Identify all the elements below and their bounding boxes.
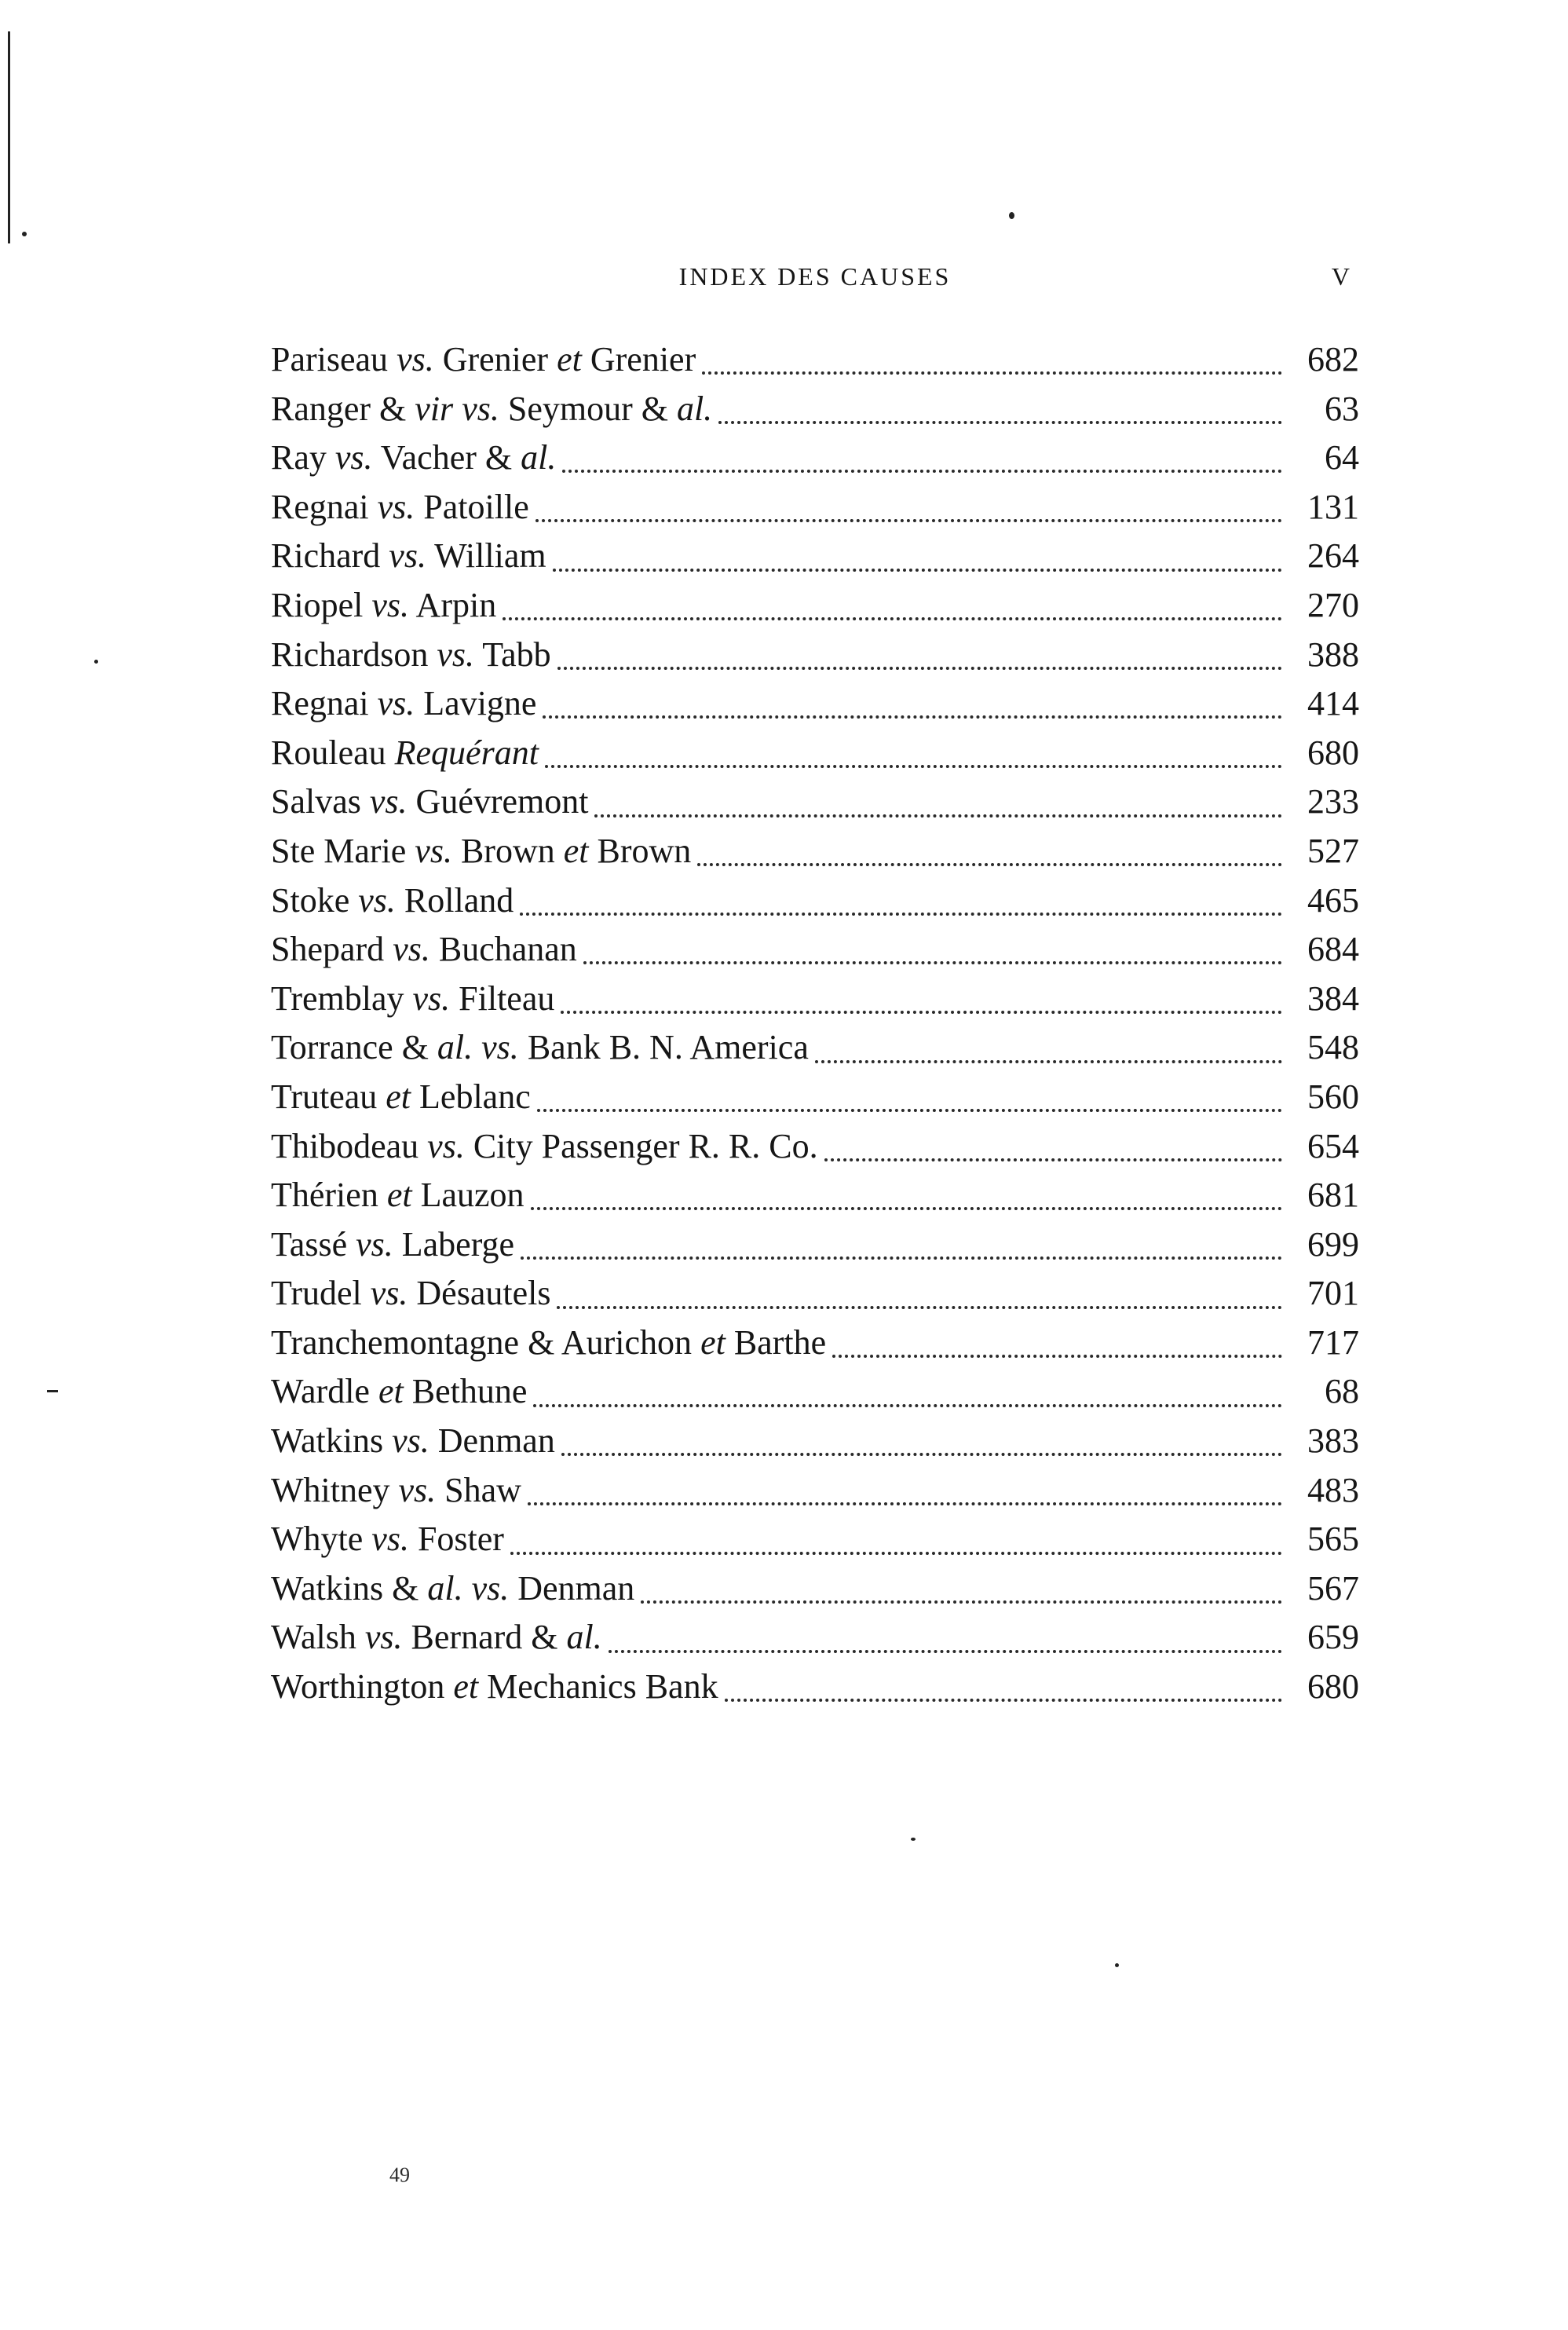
index-entry	[271, 437, 1359, 487]
dot-leader	[535, 519, 1282, 522]
case-page-number: 560	[1307, 1077, 1359, 1116]
page-title: INDEX DES CAUSES	[678, 262, 952, 291]
dot-leader	[824, 1158, 1282, 1161]
case-page-number: 681	[1307, 1176, 1359, 1215]
case-name: Worthington et Mechanics Bank	[271, 1667, 718, 1706]
dot-leader	[528, 1502, 1282, 1505]
dot-leader	[545, 765, 1282, 768]
index-entry	[271, 389, 1359, 438]
case-name: Pariseau vs. Grenier et Grenier	[271, 340, 696, 379]
case-page-number: 233	[1307, 782, 1359, 821]
index-entry	[271, 1077, 1359, 1126]
dot-leader	[520, 913, 1282, 916]
index-entry	[271, 1519, 1359, 1568]
case-page-number: 383	[1307, 1421, 1359, 1461]
index-entry	[271, 733, 1359, 782]
case-name: Watkins vs. Denman	[271, 1421, 555, 1461]
index-entry	[271, 487, 1359, 536]
dot-leader	[521, 1256, 1282, 1260]
case-page-number: 684	[1307, 930, 1359, 969]
case-name: Salvas vs. Guévremont	[271, 782, 589, 821]
index-entry	[271, 585, 1359, 635]
dot-leader	[832, 1355, 1282, 1358]
index-entry	[271, 831, 1359, 880]
case-name: Richard vs. William	[271, 536, 546, 576]
case-page-number: 680	[1307, 733, 1359, 772]
case-page-number: 264	[1307, 536, 1359, 576]
index-entry	[271, 1322, 1359, 1372]
index-entry	[271, 1617, 1359, 1666]
case-name: Rouleau Requérant	[271, 733, 539, 772]
scan-speck	[22, 232, 27, 236]
case-page-number: 527	[1307, 831, 1359, 870]
case-page-number: 699	[1307, 1224, 1359, 1264]
index-entry	[271, 1470, 1359, 1520]
case-page-number: 388	[1307, 635, 1359, 674]
case-name: Ste Marie vs. Brown et Brown	[271, 831, 692, 870]
case-name: Whyte vs. Foster	[271, 1520, 504, 1559]
dot-leader	[510, 1552, 1282, 1555]
index-entry	[271, 929, 1359, 978]
case-name: Tranchemontagne & Aurichon et Barthe	[271, 1322, 827, 1362]
case-name: Richardson vs. Tabb	[271, 635, 551, 674]
dot-leader	[718, 421, 1282, 424]
case-page-number: 682	[1307, 340, 1359, 379]
index-entry	[271, 1175, 1359, 1224]
case-name: Ray vs. Vacher & al.	[271, 438, 557, 477]
dot-leader	[702, 371, 1282, 375]
case-page-number: 465	[1307, 880, 1359, 920]
case-name: Thérien et Lauzon	[271, 1176, 524, 1215]
case-page-number: 131	[1307, 487, 1359, 526]
index-entry	[271, 536, 1359, 585]
case-name: Truteau et Leblanc	[271, 1077, 531, 1116]
dot-leader	[583, 961, 1282, 964]
case-page-number: 483	[1307, 1470, 1359, 1509]
dot-leader	[557, 667, 1282, 670]
case-page-number: 701	[1307, 1274, 1359, 1313]
case-page-number: 270	[1307, 585, 1359, 624]
dot-leader	[594, 814, 1282, 818]
dot-leader	[815, 1060, 1282, 1063]
case-name: Watkins & al. vs. Denman	[271, 1568, 635, 1608]
case-page-number: 659	[1307, 1618, 1359, 1657]
scan-speck	[94, 660, 98, 664]
case-name: Ranger & vir vs. Seymour & al.	[271, 389, 713, 428]
case-page-number: 63	[1325, 389, 1359, 428]
scan-speck	[1009, 212, 1014, 219]
dot-leader	[503, 617, 1282, 620]
index-entry	[271, 1568, 1359, 1618]
index-list	[271, 339, 1359, 1716]
case-page-number: 654	[1307, 1126, 1359, 1165]
case-page-number: 567	[1307, 1568, 1359, 1608]
dot-leader	[553, 569, 1282, 572]
case-page-number: 565	[1307, 1520, 1359, 1559]
dot-leader	[543, 715, 1282, 719]
scan-speck	[1115, 1963, 1119, 1967]
case-name: Wardle et Bethune	[271, 1372, 528, 1411]
index-entry	[271, 1224, 1359, 1274]
page-header	[271, 262, 1359, 302]
case-name: Tremblay vs. Filteau	[271, 978, 555, 1018]
dot-leader	[537, 1109, 1282, 1112]
case-page-number: 414	[1307, 684, 1359, 723]
case-name: Tassé vs. Laberge	[271, 1224, 515, 1264]
case-name: Thibodeau vs. City Passenger R. R. Co.	[271, 1126, 818, 1165]
case-name: Shepard vs. Buchanan	[271, 930, 577, 969]
dot-leader	[697, 863, 1282, 866]
index-entry	[271, 1027, 1359, 1077]
page-number: V	[1331, 262, 1350, 291]
case-name: Riopel vs. Arpin	[271, 585, 497, 624]
index-entry	[271, 1273, 1359, 1322]
dot-leader	[561, 1453, 1282, 1456]
index-entry	[271, 1371, 1359, 1421]
case-name: Whitney vs. Shaw	[271, 1470, 521, 1509]
index-entry	[271, 1126, 1359, 1176]
scan-edge-mark	[8, 31, 10, 243]
case-page-number: 68	[1325, 1372, 1359, 1411]
index-entry	[271, 1421, 1359, 1470]
signature-mark: 49	[389, 2164, 410, 2186]
scan-dash	[47, 1390, 58, 1392]
index-entry	[271, 683, 1359, 733]
dot-leader	[557, 1306, 1282, 1309]
case-page-number: 680	[1307, 1667, 1359, 1706]
index-entry	[271, 339, 1359, 389]
dot-leader	[531, 1207, 1282, 1210]
scan-speck	[911, 1838, 916, 1841]
dot-leader	[641, 1600, 1282, 1604]
index-entry	[271, 1666, 1359, 1716]
case-page-number: 548	[1307, 1028, 1359, 1067]
case-page-number: 64	[1325, 438, 1359, 477]
dot-leader	[533, 1404, 1282, 1407]
case-page-number: 717	[1307, 1322, 1359, 1362]
dot-leader	[609, 1650, 1282, 1653]
dot-leader	[562, 470, 1282, 473]
index-entry	[271, 635, 1359, 684]
case-name: Regnai vs. Lavigne	[271, 684, 537, 723]
case-name: Walsh vs. Bernard & al.	[271, 1618, 602, 1657]
case-name: Trudel vs. Désautels	[271, 1274, 551, 1313]
dot-leader	[561, 1011, 1282, 1014]
case-name: Torrance & al. vs. Bank B. N. America	[271, 1028, 809, 1067]
index-entry	[271, 781, 1359, 831]
dot-leader	[725, 1699, 1282, 1702]
case-name: Regnai vs. Patoille	[271, 487, 529, 526]
case-page-number: 384	[1307, 978, 1359, 1018]
case-name: Stoke vs. Rolland	[271, 880, 514, 920]
index-entry	[271, 880, 1359, 930]
index-entry	[271, 978, 1359, 1028]
